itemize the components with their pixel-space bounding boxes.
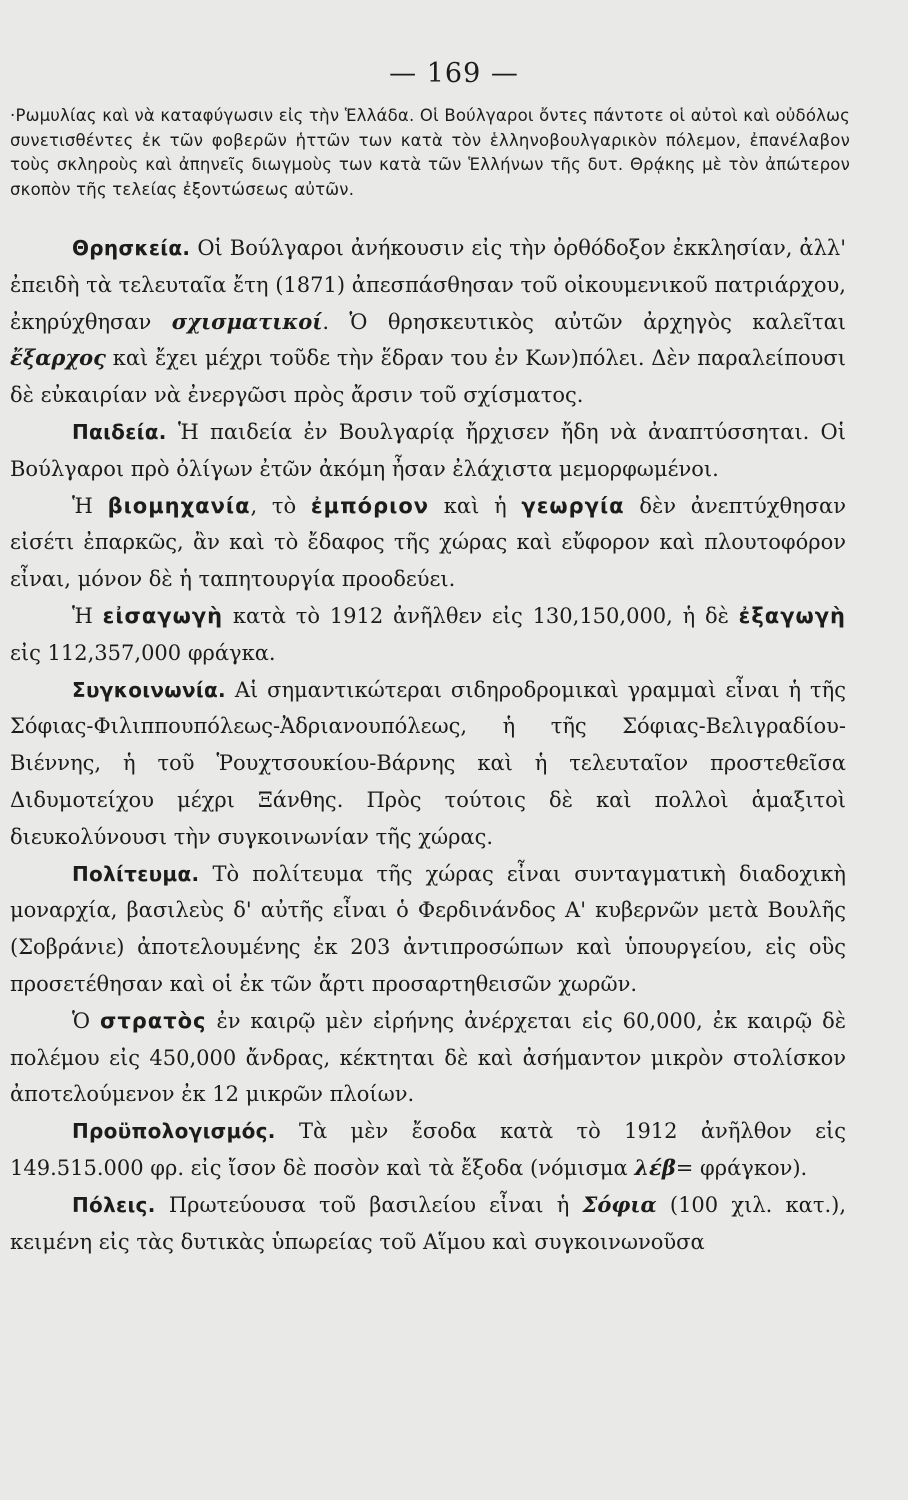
- heading-cities: Πόλεις.: [72, 1192, 156, 1217]
- heading-government: Πολίτευμα.: [72, 861, 200, 886]
- economy-text-3: καὶ ἡ: [429, 493, 522, 518]
- paragraph-education: [10, 414, 846, 488]
- page-number: — 169 —: [389, 58, 519, 89]
- religion-text-2: . Ὁ θρησκευτικὸς αὐτῶν ἀρχηγὸς καλεῖται: [322, 309, 846, 334]
- paragraph-religion: [10, 230, 846, 414]
- paragraph-trade: [10, 598, 846, 672]
- transport-text: Αἱ σημαντικώτεραι σιδηροδρομικαὶ γραμμαὶ εἶναι ἡ τῆς Σόφιας-Φιλιππουπόλεως-Ἀδριανουπόλεως, ἡ τῆς Σόφιας-Βελιγραδίου-Βιέννης, ἡ τοῦ Ῥουχτσουκίου-Βάρνης καὶ ἡ τελευταῖον προστεθεῖσα Διδυμοτείχου μέχρι Ξάνθης. Πρὸς τούτοις δὲ καὶ πολλοὶ ἁμαξιτοὶ διευκολύνουσι τὴν συγκοινωνίαν τῆς χώρας.: [10, 677, 846, 849]
- budget-term-lev: λέβ: [634, 1154, 676, 1180]
- army-term-army: στρατὸς: [100, 1008, 207, 1033]
- cities-term-sofia: Σόφια: [582, 1191, 657, 1217]
- budget-text-1: Τὰ μὲν ἔσοδα κατὰ τὸ 1912 ἀνῆλθον εἰς 149.515.000 φρ. εἰς ἴσον δὲ ποσὸν καὶ τὰ ἔξοδα (νόμισμα: [10, 1119, 846, 1180]
- army-text-1: Ὁ: [72, 1008, 100, 1033]
- heading-transport: Συγκοινωνία.: [72, 677, 226, 702]
- economy-term-industry: βιομηχανία: [107, 493, 251, 518]
- paragraph-government: [10, 856, 846, 1003]
- heading-budget: Προϋπολογισμός.: [72, 1119, 276, 1144]
- economy-text-4: δὲν ἀνεπτύχθησαν εἰσέτι ἐπαρκῶς, ἂν καὶ τὸ ἔδαφος τῆς χώρας καὶ εὔφορον καὶ πλουτοφόρον εἶναι, μόνον δὲ ἡ ταπητουργία προοδεύει.: [10, 493, 846, 592]
- paragraph-budget: [10, 1113, 846, 1187]
- intro-paragraph: [10, 104, 850, 202]
- paragraph-transport: [10, 672, 846, 856]
- trade-term-imports: εἰσαγωγὴ: [102, 603, 224, 628]
- religion-term-exarch: ἔξαρχος: [10, 345, 106, 371]
- religion-text-3: καὶ ἔχει μέχρι τοῦδε τὴν ἕδραν του ἐν Κων)πόλει. Δὲν παραλείπουσι δὲ εὐκαιρίαν νὰ ἐνεργῶσι πρὸς ἄρσιν τοῦ σχίσματος.: [10, 346, 846, 408]
- main-text: [10, 230, 846, 1260]
- paragraph-economy: [10, 488, 846, 598]
- trade-text-2: κατὰ τὸ 1912 ἀνῆλθεν εἰς 130,150,000, ἡ δὲ: [223, 603, 739, 628]
- heading-education: Παιδεία.: [72, 419, 167, 444]
- cities-text-2: (100 χιλ. κατ.), κειμένη εἰς τὰς δυτικὰς ὑπωρείας τοῦ Αἵμου καὶ συγκοινωνοῦσα: [10, 1192, 846, 1254]
- paragraph-army: [10, 1003, 846, 1113]
- cities-text-1: Πρωτεύουσα τοῦ βασιλείου εἶναι ἡ: [155, 1192, 583, 1217]
- heading-religion: Θρησκεία.: [72, 236, 191, 260]
- paragraph-cities: [10, 1187, 846, 1261]
- religion-term-schismatics: σχισματικοί: [171, 308, 323, 334]
- budget-text-2: = φράγκον).: [675, 1155, 808, 1180]
- education-text: Ἡ παιδεία ἐν Βουλγαρίᾳ ἤρχισεν ἤδη νὰ ἀναπτύσσηται. Οἱ Βούλγαροι πρὸ ὀλίγων ἐτῶν ἀκόμη ἦσαν ἐλάχιστα μεμορφωμένοι.: [10, 419, 846, 481]
- economy-text-2: , τὸ: [250, 493, 311, 518]
- economy-term-agriculture: γεωργία: [521, 493, 625, 518]
- economy-text-1: Ἡ: [72, 493, 108, 518]
- army-text-2: ἐν καιρῷ μὲν εἰρήνης ἀνέρχεται εἰς 60,000, ἐκ καιρῷ δὲ πολέμου εἰς 450,000 ἄνδρας, κέκτηται δὲ καὶ ἀσήμαντον μικρὸν στολίσκον ἀποτελούμενον ἐκ 12 μικρῶν πλοίων.: [10, 1008, 846, 1107]
- intro-text: ·Ρωμυλίας καὶ νὰ καταφύγωσιν εἰς τὴν Ἑλλάδα. Οἱ Βούλγαροι ὄντες πάντοτε οἱ αὐτοὶ καὶ οὐδόλως συνετισθέντες ἐκ τῶν φοβερῶν ἡττῶν των κατὰ τὸν ἑλληνοβουλγαρικὸν πόλεμον, ἐπανέλαβον τοὺς σκληροὺς καὶ ἀπηνεῖς διωγμοὺς των κατὰ τῶν Ἑλλήνων τῆς δυτ. Θρᾴκης μὲ τὸν ἀπώτερον σκοπὸν τῆς τελείας ἐξοντώσεως αὐτῶν.: [10, 106, 850, 199]
- government-text: Τὸ πολίτευμα τῆς χώρας εἶναι συνταγματικὴ διαδοχικὴ μοναρχία, βασιλεὺς δ' αὐτῆς εἶναι ὁ Φερδινάνδος Α' κυβερνῶν μετὰ Βουλῆς (Σοβράνιε) ἀποτελουμένης ἐκ 203 ἀντιπροσώπων καὶ ὑπουργείου, εἰς οὓς προσετέθησαν καὶ οἱ ἐκ τῶν ἄρτι προσαρτηθεισῶν χωρῶν.: [10, 861, 846, 996]
- trade-text-1: Ἡ: [72, 603, 103, 628]
- trade-term-exports: ἐξαγωγὴ: [738, 603, 847, 628]
- economy-term-commerce: ἐμπόριον: [310, 493, 430, 518]
- trade-text-3: εἰς 112,357,000 φράγκα.: [10, 640, 276, 665]
- religion-text-1: Οἱ Βούλγαροι ἀνήκουσιν εἰς τὴν ὀρθόδοξον ἐκκλησίαν, ἀλλ' ἐπειδὴ τὰ τελευταῖα ἔτη (1871) ἀπεσπάσθησαν τοῦ οἰκουμενικοῦ πατριάρχου, ἐκηρύχθησαν: [10, 236, 846, 334]
